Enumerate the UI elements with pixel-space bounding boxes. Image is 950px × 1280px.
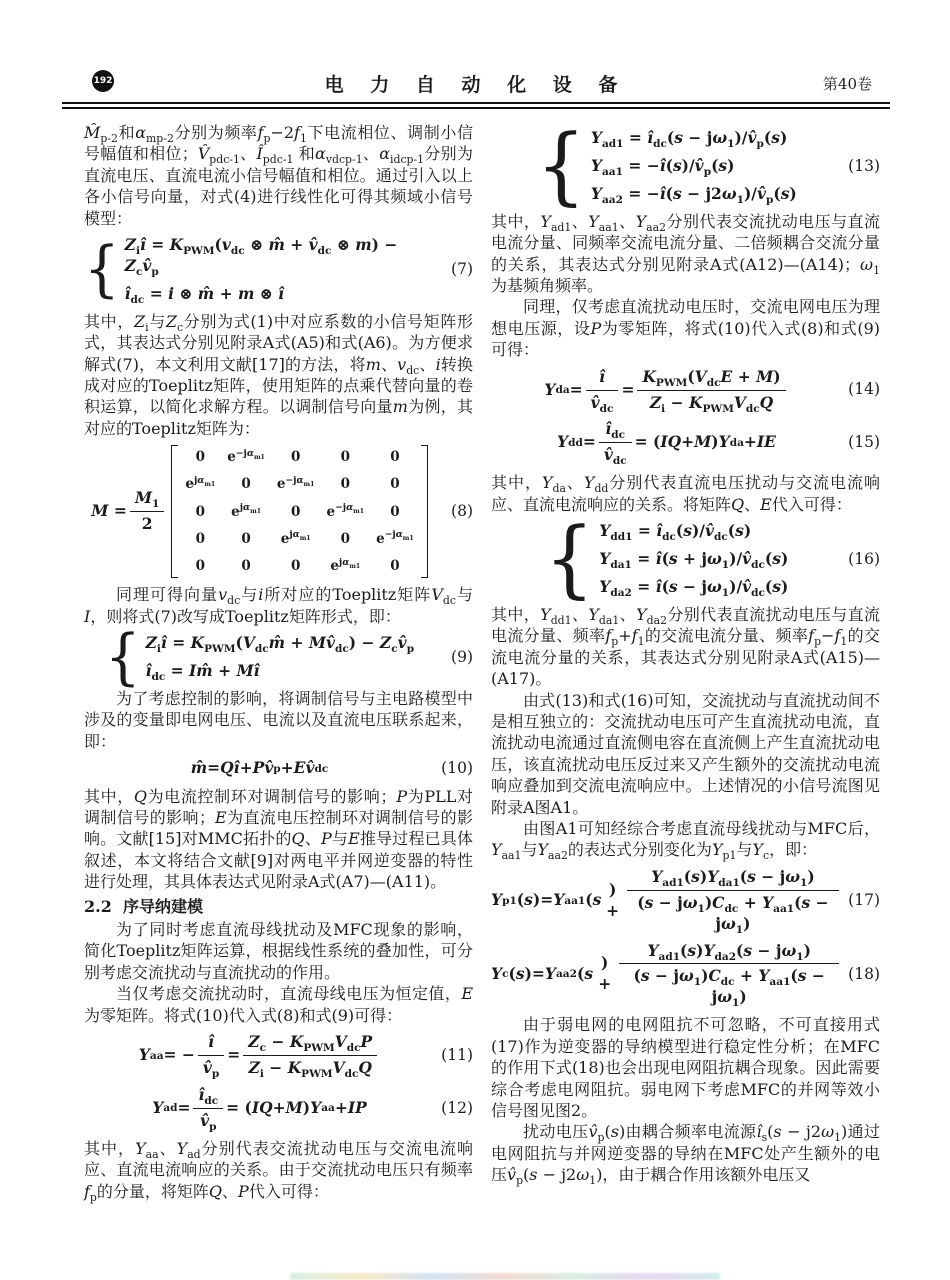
left-brace: { bbox=[536, 117, 586, 215]
page-header bbox=[62, 68, 890, 110]
paragraph: 其中，$Z_i$与$Z_c$分别为式(1)中对应系数的小信号矩阵形式，其表达式分别见附录A式(A5)和式(A6)。为方便求解式(7)，本文利用文献[17]的方法，将m、$v_{dc}$、i转换成对应的Toeplitz矩阵，使用矩阵的点乘代替向量的卷积运算，以简化求解方程。以调制信号向量m为例，其对应的Toeplitz矩阵为： bbox=[84, 311, 473, 438]
matrix-cell: 0 bbox=[195, 449, 205, 466]
journal-title: 电 力 自 动 化 设 备 bbox=[324, 74, 628, 96]
matrix-cell: 0 bbox=[340, 476, 350, 493]
equation-number: (11) bbox=[441, 1045, 473, 1064]
matrix-cell: $e^{j\alpha_{m1}}$ bbox=[185, 474, 216, 493]
left-brace: { bbox=[544, 510, 595, 608]
matrix-cell: 0 bbox=[241, 558, 251, 575]
fraction-denominator: 2 bbox=[141, 514, 153, 534]
toeplitz-matrix bbox=[171, 445, 427, 578]
matrix-cell: 0 bbox=[390, 558, 400, 575]
equation-line: $î_{dc} = i$ ⊗ m̂ + m ⊗ î bbox=[124, 283, 285, 306]
equation-body: m̂ = Q î + P v̂ p + E v̂ dc bbox=[190, 758, 329, 778]
paragraph: 其中，$Y_{aa}$、$Y_{ad}$分别代表交流扰动电压与交流电流响应、直流电流响应的关系。由于交流扰动电压只有频率$f_p$的分量，将矩阵Q、P代入可得： bbox=[84, 1138, 473, 1204]
equation-body bbox=[84, 235, 435, 305]
matrix-cell: 0 bbox=[340, 449, 350, 466]
paragraph: 其中，$Y_{dd1}$、$Y_{da1}$、$Y_{da2}$分别代表直流扰动电压与直流电流分量、频率$f_p+f_1$的交流电流分量、频率$f_p-f_1$的交流电流分量的关系，其表达式分别见附录A式(A15)—(A17)。 bbox=[491, 604, 880, 689]
paragraph: 其中，Q为电流控制环对调制信号的影响；P为PLL对调制信号的影响；E为直流电压控制环对调制信号的影响。文献[15]对MMC拓扑的Q、P与E推导过程已具体叙述，本文将结合文献[9]对两电平并网逆变器的特性进行处理，其具体表达式见附录A式(A7)—(A11)。 bbox=[84, 786, 473, 892]
paragraph: 其中，$Y_{da}$、$Y_{dd}$分别代表直流电压扰动与交流电流响应、直流电流响应的关系。将矩阵Q、E代入可得： bbox=[491, 473, 880, 514]
equation-number: (17) bbox=[848, 890, 880, 909]
header-double-rule bbox=[62, 102, 890, 109]
matrix-cell: 0 bbox=[340, 530, 350, 547]
equation-line: $Y_{da2}$ = î(s − $j\omega_1)/v̂_{dc}(s)$ bbox=[599, 576, 789, 600]
two-column-body bbox=[84, 117, 881, 1204]
equation-17 bbox=[491, 867, 880, 935]
equation-line: $Y_{da1}$ = î(s + $j\omega_1)/v̂_{dc}(s)$ bbox=[599, 549, 789, 572]
equation-line: $Y_{ad1}$ = $î_{dc}(s$ − $j\omega_1)/v̂_p(s)$ bbox=[590, 128, 788, 151]
paragraph: 同理可得向量$v_{dc}$与i所对应的Toeplitz矩阵$V_{dc}$与I，则将式(7)改写成Toeplitz矩阵形式，即： bbox=[84, 585, 473, 626]
matrix-cell: 0 bbox=[290, 558, 301, 575]
equation-16 bbox=[491, 510, 880, 608]
paragraph: $M̂_{p-2}$和$\alpha_{mp-2}$分别为频率$f_p-2f_1$下电流相位、调制小信号幅值和相位；$V̂_{pdc-1}$、$Î_{pdc-1}$ 和$\alpha_{vdcp-1}$、$\alpha_{idcp-1}$分别为直流电压、直流电流小信号幅值和相位。通过引入以上各小信号向量，对式(4)进行线性化可得其频域小信号模型： bbox=[84, 123, 473, 228]
equation-15 bbox=[491, 419, 880, 466]
matrix-grid bbox=[185, 445, 413, 578]
equation-body bbox=[84, 622, 435, 693]
equation-body: Y p1 ( s )= Y aa1 ( s ) + $Y_{ad1}(s)Y_{da1}(s - j\omega_1)$ $(s - j\omega_1)C_{dc} + Y_{aa1}(s - j\omega_1)$ bbox=[491, 867, 842, 935]
equation-number: (16) bbox=[848, 549, 880, 568]
equation-18 bbox=[491, 941, 880, 1009]
left-brace: { bbox=[84, 234, 120, 305]
matrix-cell: 0 bbox=[195, 530, 205, 547]
paragraph: 为了考虑控制的影响，将调制信号与主电路模型中涉及的变量即电网电压、电流以及直流电压联系起来，即： bbox=[84, 688, 473, 751]
equation-lines bbox=[125, 235, 435, 305]
equation-line: $Y_{dd1}$ = $î_{dc}(s)/v̂_{dc}(s)$ bbox=[599, 521, 752, 544]
equation-body bbox=[491, 510, 842, 608]
equation-12 bbox=[84, 1085, 473, 1132]
equation-8 bbox=[84, 445, 473, 578]
matrix-cell: 0 bbox=[195, 503, 205, 520]
matrix-left-bracket bbox=[171, 445, 178, 578]
matrix-right-bracket bbox=[421, 445, 428, 578]
fraction-numerator: $M_1$ bbox=[130, 488, 165, 512]
equation-9 bbox=[84, 622, 473, 693]
matrix-cell: $e^{-j\alpha_{m1}}$ bbox=[326, 502, 365, 520]
matrix-cell: 0 bbox=[241, 530, 251, 547]
paragraph: 由于弱电网的电网阻抗不可忽略，不可直接用式(17)作为逆变器的导纳模型进行稳定性分析；在MFC的作用下式(18)也会出现电网阻抗耦合现象。因此需要综合考虑电网阻抗。弱电网下考虑MFC的并网等效小信号图见图2。 bbox=[491, 1015, 880, 1120]
equation-number: (9) bbox=[451, 647, 473, 666]
paragraph: 为了同时考虑直流母线扰动及MFC现象的影响，简化Toeplitz矩阵运算，根据线性系统的叠加性，可分别考虑交流扰动与直流扰动的作用。 bbox=[84, 920, 473, 982]
equation-number: (12) bbox=[441, 1098, 473, 1117]
matrix-cell: 0 bbox=[390, 449, 400, 466]
equation-11 bbox=[84, 1032, 473, 1079]
matrix-cell: $e^{-j\alpha_{m1}}$ bbox=[276, 474, 315, 493]
volume-label: 第40卷 bbox=[822, 75, 872, 93]
equation-line: $Y_{aa2}$ = −î(s − $j2\omega_1)/v̂_p(s)$ bbox=[590, 183, 797, 206]
matrix-cell: $e^{j\alpha_{m1}}$ bbox=[231, 502, 262, 520]
equation-number: (13) bbox=[848, 156, 880, 175]
equation-body: Y ad = $î_{dc}$ $v̂_p$ = ( IQ + M ) Y aa + IP bbox=[152, 1084, 367, 1133]
matrix-cell: $e^{j\alpha_{m1}}$ bbox=[280, 529, 311, 547]
equation-body: Y c ( s )= Y aa2 ( s ) + $Y_{ad1}(s)Y_{da2}(s - j\omega_1)$ $(s - j\omega_1)C_{dc} + Y_{aa1}(s - j\omega_1)$ bbox=[491, 941, 842, 1009]
equation-lines bbox=[591, 128, 797, 205]
equation-number: (7) bbox=[451, 260, 473, 279]
equation-13 bbox=[491, 117, 880, 215]
paragraph: 由式(13)和式(16)可知，交流扰动与直流扰动间不是相互独立的：交流扰动电压可产生直流扰动电流，直流扰动电流通过直流侧电容在直流侧上产生直流扰动电压，该直流扰动电压反过来又产生额外的交流扰动电流响应叠加到交流电流响应中。上述情况的小信号流图见附录A图A1。 bbox=[491, 690, 880, 817]
equation-number: (8) bbox=[451, 502, 473, 521]
footer-watermark-cutoff bbox=[290, 1273, 720, 1280]
equation-lines bbox=[146, 633, 414, 682]
page-number-badge: 192 bbox=[92, 70, 114, 92]
equation-body bbox=[491, 117, 842, 215]
matrix-cell: $e^{-j\alpha_{m1}}$ bbox=[227, 447, 265, 466]
equation-line: $Y_{aa1}$ = $-î(s)/v̂_p(s)$ bbox=[590, 155, 735, 179]
paragraph: 扰动电压$v̂_p(s)$由耦合频率电流源$î_s(s - j2\omega_1)$通过电网阻抗与并网逆变器的导纳在MFC处产生额外的电压$v̂_p(s - j2\omega_1)$，由于耦合作用该额外电压又 bbox=[491, 1122, 881, 1188]
equation-10 bbox=[84, 758, 473, 779]
column-right bbox=[491, 117, 881, 1202]
equation-number: (14) bbox=[848, 380, 880, 399]
column-left bbox=[84, 122, 473, 1202]
equation-body: Y aa = − î $v̂_p$ = $Z_c - K_{PWM}V_{dc}P$ $Z_i - K_{PWM}V_{dc}Q$ bbox=[84, 1032, 435, 1079]
matrix-cell: 0 bbox=[290, 503, 301, 520]
matrix-cell: 0 bbox=[390, 476, 400, 493]
equation-line: $Z_iî$ = $K_{PWM}(V_{dc}m̂$ + $Mv̂_{dc}$) − $Z_cv̂_p$ bbox=[145, 633, 415, 656]
equation-body: Y da = î $v̂_{dc}$ = $K_{PWM}(V_{dc}E + M)$ $Z_i - K_{PWM}V_{dc}Q$ bbox=[491, 367, 842, 414]
section-heading: 2.2 序导纳建模 bbox=[84, 896, 203, 916]
paragraph: 同理，仅考虑直流扰动电压时，交流电网电压为理想电压源，设P为零矩阵，将式(10)代入式(8)和式(9)可得： bbox=[491, 297, 880, 360]
equation-number: (10) bbox=[441, 759, 473, 778]
paragraph: 由图A1可知经综合考虑直流母线扰动与MFC后，$Y_{aa1}$与$Y_{aa2}$的表达式分别变化为$Y_{p1}$与$Y_c$，即： bbox=[491, 818, 880, 863]
equation-number: (15) bbox=[848, 433, 880, 452]
equation-body: Y dd = $î_{dc}$ $v̂_{dc}$ = ( IQ + M ) Y da + IE bbox=[557, 419, 776, 468]
matrix-cell: 0 bbox=[290, 449, 301, 466]
equation-body bbox=[84, 445, 435, 578]
matrix-cell: 0 bbox=[241, 476, 251, 493]
equation-7 bbox=[84, 235, 473, 305]
equation-14 bbox=[491, 367, 880, 414]
paragraph: 当仅考虑交流扰动时，直流母线电压为恒定值，E为零矩阵。将式(10)代入式(8)和式(9)可得： bbox=[84, 984, 473, 1025]
equation-line: $Z_iî = K_{PWM}(v_{dc}$ ⊗ m̂ + $v̂_{dc}$ ⊗ $m) - Z_cv̂_p$ bbox=[124, 235, 398, 279]
coefficient-fraction bbox=[130, 488, 165, 535]
matrix-cell: 0 bbox=[195, 558, 205, 575]
matrix-lhs: M = bbox=[91, 501, 127, 521]
equation-lines bbox=[599, 521, 788, 598]
equation-number: (18) bbox=[848, 964, 880, 983]
matrix-cell: 0 bbox=[390, 503, 400, 520]
equation-line: $î_{dc}$ = Im̂ + Mî bbox=[145, 661, 260, 684]
matrix-cell: $e^{j\alpha_{m1}}$ bbox=[330, 556, 361, 575]
left-brace: { bbox=[104, 622, 141, 693]
matrix-cell: $e^{-j\alpha_{m1}}$ bbox=[376, 529, 414, 547]
paragraph: 其中，$Y_{ad1}$、$Y_{aa1}$、$Y_{aa2}$分别代表交流扰动电压与直流电流分量、同频率交流电流分量、二倍频耦合交流分量的关系，其表达式分别见附录A式(A12)—(A14)；$\omega_1$为基频角频率。 bbox=[491, 211, 880, 295]
